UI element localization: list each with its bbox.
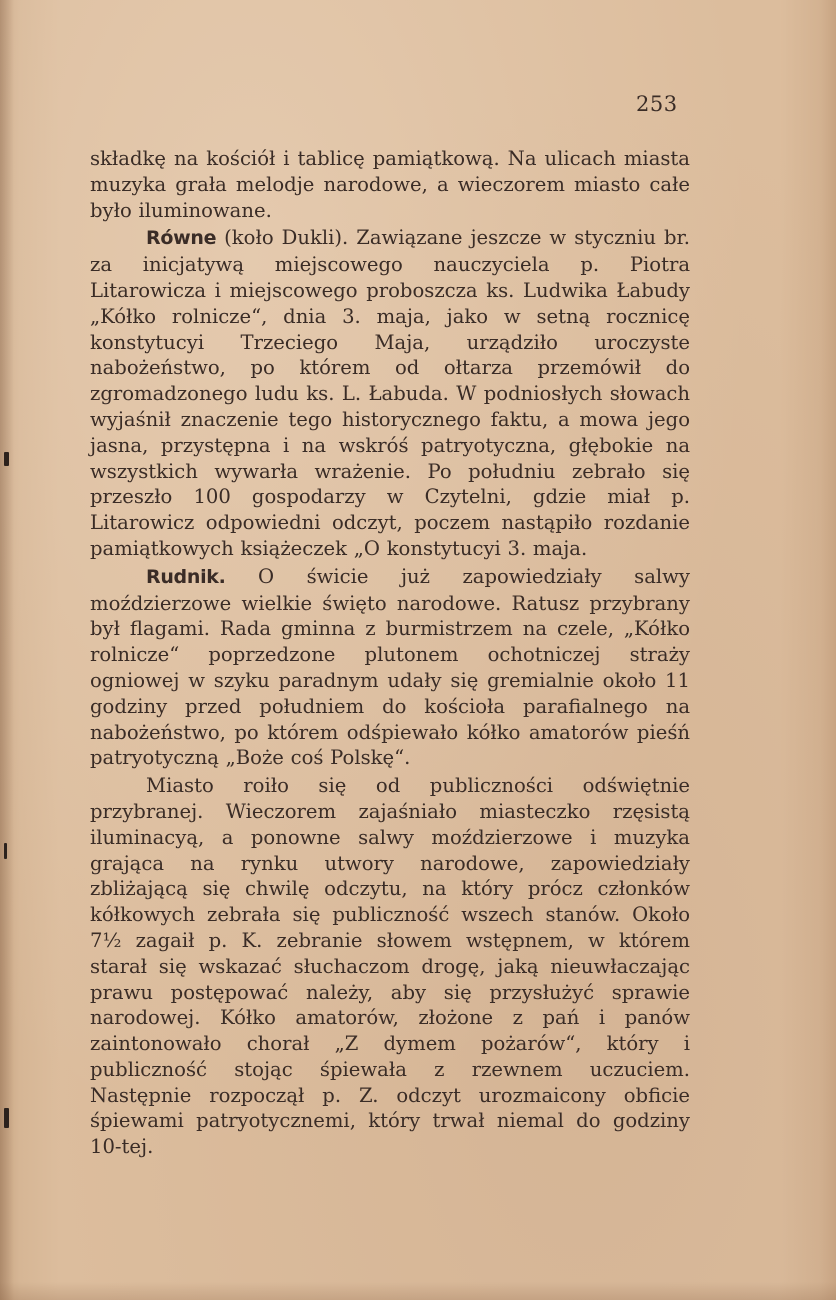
spine-shadow [0, 0, 14, 1300]
margin-mark [4, 1108, 9, 1128]
paragraph [90, 773, 690, 1160]
body-text [90, 146, 690, 1162]
paragraph-text: O świcie już zapowiedziały salwy moździerzowe wielkie święto narodowe. Ratusz przybrany był flagami. Rada gminna z burmistrzem na czele, „Kółko rolnicze“ poprzedzone plutonem ochotniczej straży ogniowej w szyku paradnym udały się gremialnie około 11 godziny przed południem do kościoła parafialnego na nabożeństwo, po którem odśpiewało kółko amatorów pieśń patryotyczną „Boże coś Polskę“. [90, 564, 690, 770]
paragraph-text: (koło Dukli). Zawiązane jeszcze w styczniu br. za inicjatywą miejscowego nauczyciela p. Piotra Litarowicza i miejscowego proboszcza ks. Ludwika Łabudy „Kółko rolnicze“, dnia 3. maja, jako w setną rocznicę konstytucyi Trzeciego Maja, urządziło uroczyste nabożeństwo, po którem od ołtarza przemówił do zgromadzonego ludu ks. L. Łabuda. W podniosłych słowach wyjaśnił znaczenie tego historycznego faktu, a mowa jego jasna, przystępna i na wskróś patryotyczna, głębokie na wszystkich wywarła wrażenie. Po południu zebrało się przeszło 100 gospodarzy w Czytelni, gdzie miał p. Litarowicz odpowiedni odczyt, poczem nastąpiło rozdanie pamiątkowych książeczek „O konstytucyi 3. maja. [90, 226, 690, 560]
page-bottom-edge [0, 1282, 836, 1300]
place-heading: Równe [146, 227, 217, 250]
paragraph-text: Miasto roiło się od publiczności odświętnie przybranej. Wieczorem zajaśniało miasteczko rzęsistą iluminacyą, a ponowne salwy moździerzowe i muzyka grająca na rynku utwory narodowe, zapowiedziały zbliżającą się chwilę odczytu, na który prócz członków kółkowych zebrała się publiczność wszech stanów. Około 7½ zagaił p. K. zebranie słowem wstępnem, w którem starał się wskazać słuchaczom drogę, jaką nieuwłaczając prawu postępować należy, aby się przysłużyć sprawie narodowej. Kółko amatorów, złożone z pań i panów zaintonowało chorał „Z dymem pożarów“, który i publiczność stojąc śpiewała z rzewnem uczuciem. Następnie rozpoczął p. Z. odczyt urozmaicony obficie śpiewami patryotycznemi, który trwał niemal do godziny 10-tej. [90, 774, 690, 1159]
place-heading: Rudnik. [146, 565, 226, 588]
margin-mark [4, 452, 9, 466]
margin-mark [4, 843, 7, 859]
paragraph [90, 564, 690, 771]
paragraph [90, 146, 690, 223]
paragraph [90, 225, 690, 561]
paragraph-text: składkę na kościół i tablicę pamiątkową. Na ulicach miasta muzyka grała melodje narodowe, a wieczorem miasto całe było iluminowane. [90, 147, 690, 222]
page-number: 253 [636, 92, 678, 116]
